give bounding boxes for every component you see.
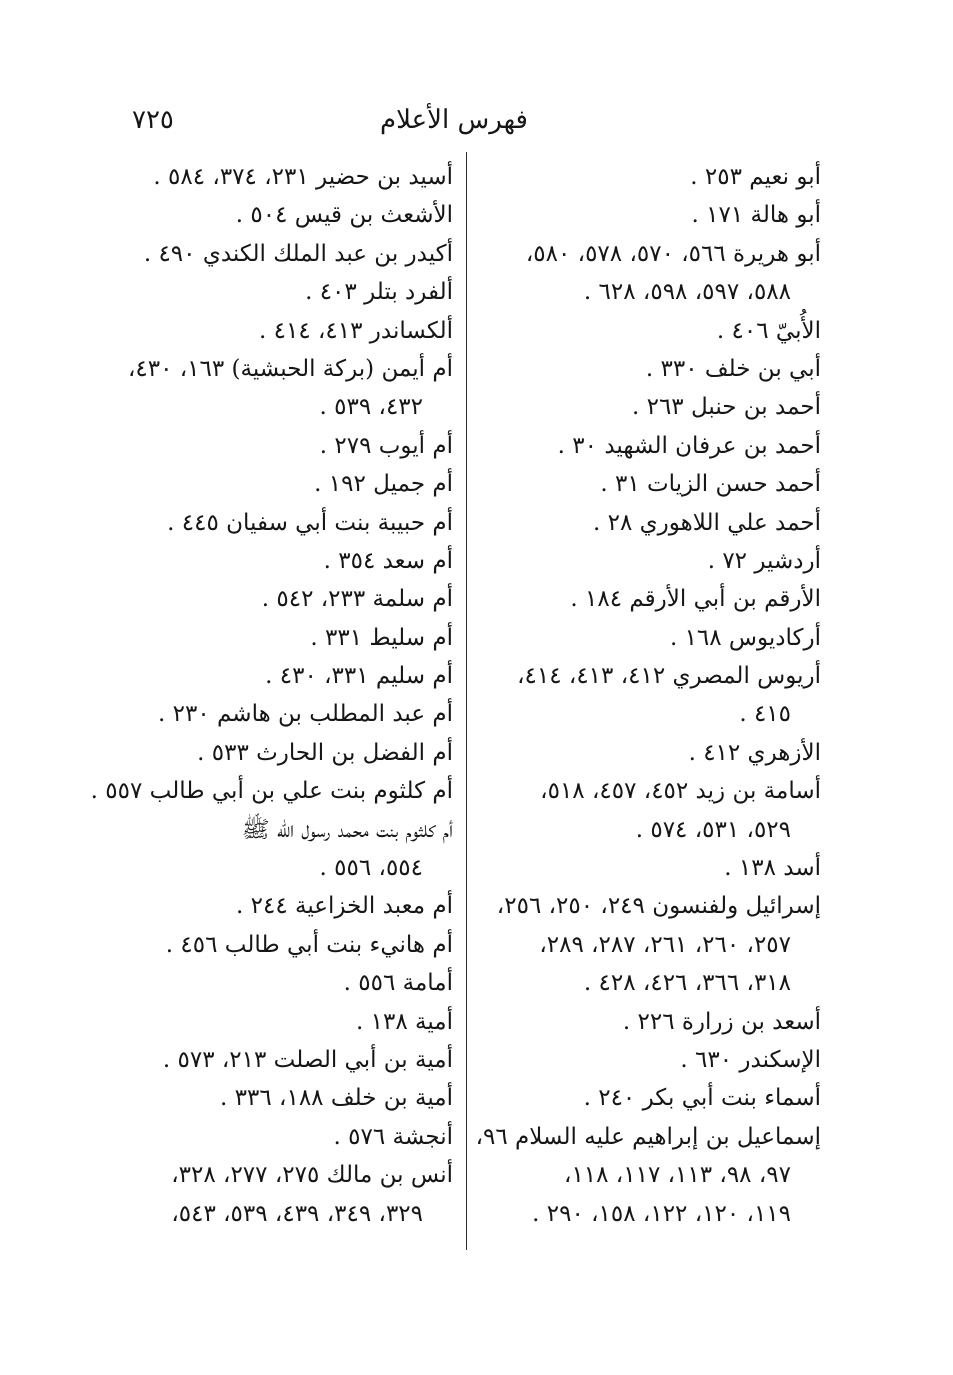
index-entry-continuation: ٢٥٧، ٢٦٠، ٢٦١، ٢٨٧، ٢٨٩،	[539, 931, 791, 958]
index-entry-line: أم جميل ١٩٢ .	[314, 471, 453, 498]
index-entry-line: إسماعيل بن إبراهيم عليه السلام ٩٦،	[475, 1123, 821, 1150]
index-entry-line: أسامة بن زيد ٤٥٢، ٤٥٧، ٥١٨،	[540, 778, 821, 805]
index-entry-continuation: ٣١٨، ٣٦٦، ٤٢٦، ٤٢٨ .	[583, 970, 791, 997]
index-column-left	[90, 158, 453, 1233]
index-entry-continuation: ٤٣٢، ٥٣٩ .	[319, 394, 423, 421]
index-entry-line: أحمد علي اللاهوري ٢٨ .	[592, 509, 821, 536]
index-entry-line: أحمد حسن الزيات ٣١ .	[600, 471, 821, 498]
index-entry-line: إسرائيل ولفنسون ٢٤٩، ٢٥٠، ٢٥٦،	[496, 893, 821, 920]
page-header	[0, 100, 953, 144]
index-entry-line: أم سليم ٣٣١، ٤٣٠ .	[265, 663, 453, 690]
index-entry-line: أم سلمة ٢٣٣، ٥٤٢ .	[261, 586, 453, 613]
index-entry-line: أبي بن خلف ٣٣٠ .	[645, 355, 821, 382]
index-entry-line: أم كلثوم بنت محمد رسول الله ﷺ	[241, 816, 453, 843]
index-entry-line: أبو هريرة ٥٦٦، ٥٧٠، ٥٧٨، ٥٨٠،	[525, 240, 821, 267]
index-entry-line: أم سعد ٣٥٤ .	[323, 547, 453, 574]
index-entry-continuation: ٤١٥ .	[739, 701, 791, 728]
index-entry-line: أسيد بن حضير ٢٣١، ٣٧٤، ٥٨٤ .	[153, 164, 453, 190]
index-entry-line: أم هانيء بنت أبي طالب ٤٥٦ .	[165, 931, 453, 958]
index-entry-line: أحمد بن عرفان الشهيد ٣٠ .	[557, 432, 821, 459]
index-entry-line: أسعد بن زرارة ٢٢٦ .	[622, 1008, 821, 1035]
index-entry-continuation: ٣٢٩، ٣٤٩، ٤٣٩، ٥٣٩، ٥٤٣،	[171, 1200, 423, 1227]
page-title: فهرس الأعلام	[380, 105, 528, 135]
index-entry-line: أم كلثوم بنت علي بن أبي طالب ٥٥٧ .	[90, 778, 453, 805]
index-entry-continuation: ٩٧، ٩٨، ١١٣، ١١٧، ١١٨،	[564, 1162, 791, 1189]
index-entry-line: أركاديوس ١٦٨ .	[669, 624, 821, 651]
index-entry-continuation: ٥٨٨، ٥٩٧، ٥٩٨، ٦٢٨ .	[583, 279, 791, 306]
index-entry-line: الأُبيّ ٤٠٦ .	[716, 317, 821, 344]
index-entry-line: الأرقم بن أبي الأرقم ١٨٤ .	[570, 586, 821, 613]
index-entry-line: أسد ١٣٨ .	[724, 855, 821, 882]
index-entry-line: ألكساندر ٤١٣، ٤١٤ .	[258, 317, 453, 344]
index-entry-line: الأشعث بن قيس ٥٠٤ .	[235, 202, 453, 229]
index-entry-continuation: ٥٢٩، ٥٣١، ٥٧٤ .	[635, 816, 791, 843]
index-column-right	[475, 158, 821, 1233]
index-entry-line: أكيدر بن عبد الملك الكندي ٤٩٠ .	[143, 240, 453, 267]
index-entry-line: أمية بن أبي الصلت ٢١٣، ٥٧٣ .	[162, 1046, 453, 1073]
index-entry-line: أردشير ٧٢ .	[707, 547, 821, 574]
index-entry-line: أبو نعيم ٢٥٣ .	[690, 164, 821, 190]
index-entry-line: الأزهري ٤١٢ .	[688, 739, 821, 766]
index-entry-line: أم أيوب ٢٧٩ .	[319, 432, 453, 459]
index-entry-continuation: ٥٥٤، ٥٥٦ .	[319, 855, 423, 882]
page-number: ٧٢٥	[132, 105, 174, 135]
index-entry-line: أم أيمن (بركة الحبشية) ١٦٣، ٤٣٠،	[127, 355, 453, 382]
index-entry-line: أنس بن مالك ٢٧٥، ٢٧٧، ٣٢٨،	[171, 1162, 453, 1189]
index-entry-line: أم سليط ٣٣١ .	[310, 624, 453, 651]
index-entry-line: أمامة ٥٥٦ .	[343, 970, 453, 997]
index-entry-line: أحمد بن حنبل ٢٦٣ .	[631, 394, 821, 421]
index-entry-line: أم عبد المطلب بن هاشم ٢٣٠ .	[158, 701, 453, 728]
index-entry-line: أم الفضل بن الحارث ٥٣٣ .	[197, 739, 453, 766]
index-entry-line: الإسكندر ٦٣٠ .	[680, 1046, 821, 1073]
index-entry-line: أم معبد الخزاعية ٢٤٤ .	[236, 893, 453, 920]
index-entry-line: أم حبيبة بنت أبي سفيان ٤٤٥ .	[167, 509, 453, 536]
index-entry-continuation: ١١٩، ١٢٠، ١٢٢، ١٥٨، ٢٩٠ .	[532, 1200, 791, 1227]
index-entry-line: أنجشة ٥٧٦ .	[333, 1123, 453, 1150]
index-entry-line: ألفرد بتلر ٤٠٣ .	[305, 279, 453, 306]
index-entry-line: أسماء بنت أبي بكر ٢٤٠ .	[583, 1085, 821, 1112]
index-entry-line: أبو هالة ١٧١ .	[691, 202, 821, 229]
index-entry-line: أمية ١٣٨ .	[356, 1008, 453, 1035]
index-entry-line: أمية بن خلف ١٨٨، ٣٣٦ .	[220, 1085, 453, 1112]
column-divider	[466, 152, 467, 1250]
index-entry-line: أريوس المصري ٤١٢، ٤١٣، ٤١٤،	[517, 663, 821, 690]
